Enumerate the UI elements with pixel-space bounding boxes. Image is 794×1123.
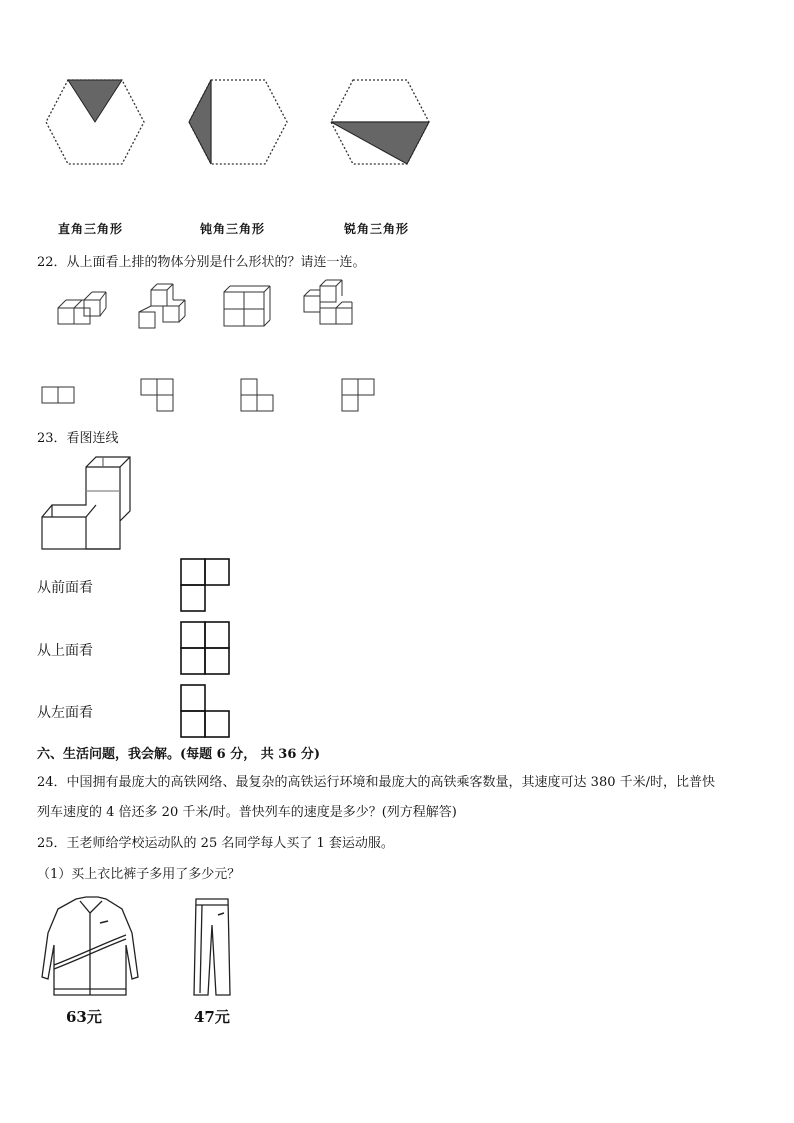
top-view-option-4 [341,378,377,414]
cube-object-3 [222,284,272,328]
question-23-prompt: 23．看图连线 [37,431,119,446]
section-6-title: 六、生活问题，我会解。(每题 6 分， 共 36 分) [37,747,321,762]
question-25-sub-1: （1）买上衣比裤子多用了多少元？ [37,867,241,882]
question-24-line-2: 列车速度的 4 倍还多 20 千米/时。普快列车的速度是多少？(列方程解答) [37,805,457,820]
pants-illustration [192,895,234,1000]
hexagon-figure-acute-triangle [325,78,435,168]
jacket-illustration [40,895,140,1000]
caption-right-triangle: 直角三角形 [58,222,124,236]
cube-object-2 [137,282,187,332]
hexagon-figure-obtuse-triangle [183,78,293,168]
view-label-left: 从左面看 [37,705,93,721]
cube-object-1 [56,288,106,328]
view-shape-1 [180,558,230,612]
pants-price: 47元 [194,1008,230,1026]
caption-obtuse-triangle: 钝角三角形 [200,222,266,236]
top-view-option-2 [140,378,176,414]
question-25-prompt: 25．王老师给学校运动队的 25 名同学每人买了 1 套运动服。 [37,836,394,851]
question-24-line-1: 24．中国拥有最庞大的高铁网络、最复杂的高铁运行环境和最庞大的高铁乘客数量，其速度可达 380 千米/时，比普快 [37,775,716,790]
hexagon-figure-right-triangle [40,78,150,168]
top-view-option-1 [41,386,77,406]
view-label-top: 从上面看 [37,643,93,659]
view-label-front: 从前面看 [37,580,93,596]
top-view-option-3 [240,378,276,414]
question-22-prompt: 22．从上面看上排的物体分别是什么形状的？请连一连。 [37,255,366,270]
view-shape-3 [180,684,230,738]
cube-stack-figure [40,455,132,551]
jacket-price: 63元 [66,1008,102,1026]
cube-object-4 [300,278,356,328]
view-shape-2 [180,621,230,675]
caption-acute-triangle: 锐角三角形 [344,222,410,236]
